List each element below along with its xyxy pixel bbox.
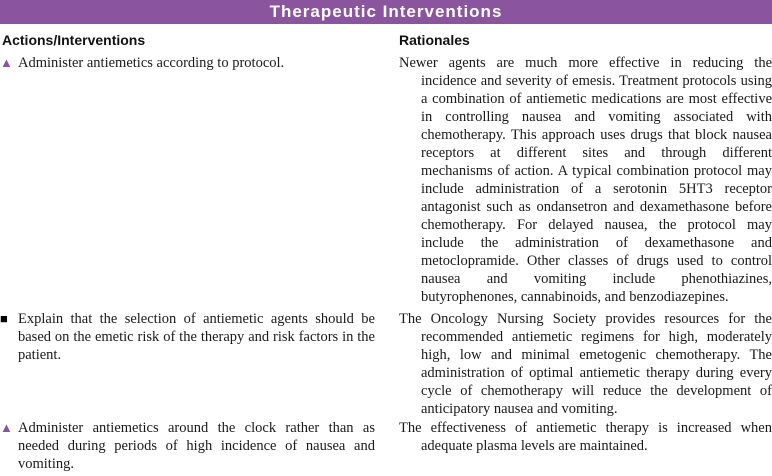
action-cell (0, 419, 375, 473)
action-cell (0, 310, 375, 364)
section-banner (0, 0, 772, 24)
rationale-cell: Newer agents are much more effective in reducing the incidence and severity of emesis. Treatment protocols using a combination of antiemetic medications are most effective in controlling nausea and vomiting associated with chemotherapy. This approach uses drugs that block nausea receptors at different sites and through different mechanisms of action. A typical combination protocol may include administration of a serotonin 5HT3 receptor antagonist such as ondansetron and dexamethasone before chemotherapy. For delayed nausea, the protocol may include the administration of dexamethasone and metoclopramide. Other classes of drugs used to control nausea and vomiting include phenothiazines, butyrophenones, cannabinoids, and benzodiazepines. (399, 55, 772, 305)
rationale-cell: The Oncology Nursing Society provides resources for the recommended antiemetic regimens for high, moderately high, low and minimal emetogenic chemotherapy. The administration of optimal antiemetic therapy during every cycle of chemotherapy will reduce the development of anticipatory nausea and vomiting. (399, 311, 772, 417)
section-title: Therapeutic Interventions (269, 2, 503, 21)
square-icon: ■ (0, 311, 8, 326)
actions-column-header: Actions/Interventions (2, 32, 146, 48)
action-text: Administer antiemetics around the clock rather than as needed during periods of high incidence of nausea and vomiting. (18, 420, 375, 472)
triangle-icon: ▲ (0, 55, 13, 70)
triangle-icon: ▲ (0, 420, 13, 435)
rationales-column-header: Rationales (399, 32, 470, 48)
action-text: Explain that the selection of antiemetic agents should be based on the emetic risk of the therapy and risk factors in the patient. (18, 311, 375, 363)
action-cell (0, 54, 375, 72)
action-text: Administer antiemetics according to protocol. (18, 55, 285, 71)
rationale-cell: The effectiveness of antiemetic therapy is increased when adequate plasma levels are maintained. (399, 420, 772, 454)
